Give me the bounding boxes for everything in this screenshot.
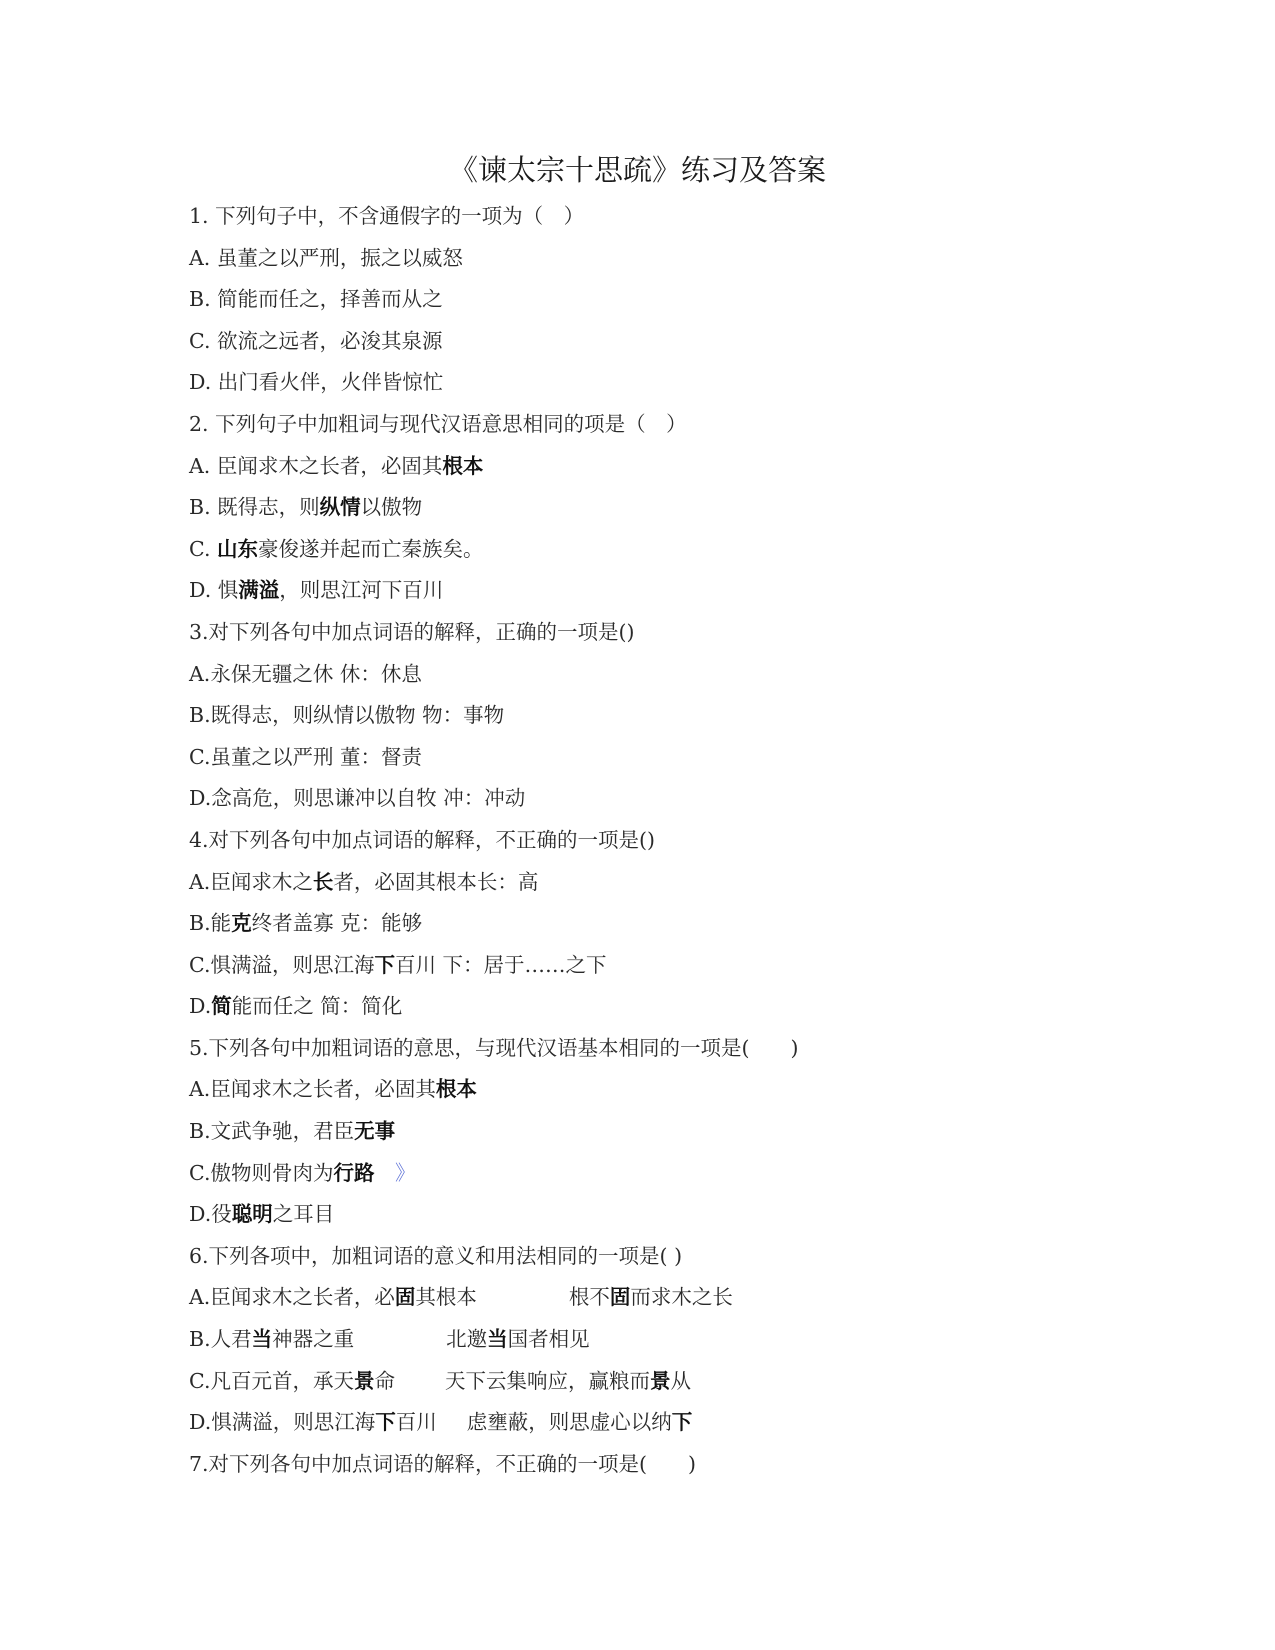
text-line <box>189 487 1189 529</box>
line-text: 豪俊遂并起而亡秦族矣。 <box>258 536 484 561</box>
text-line <box>189 1444 1189 1486</box>
text-line <box>189 654 1189 696</box>
line-text: 1. 下列句子中，不含通假字的一项为（ ） <box>189 204 585 228</box>
line-text: 百川 <box>395 1410 437 1435</box>
bold-term: 固 <box>609 1285 631 1310</box>
text-line <box>189 737 1189 779</box>
bold-term: 行路 <box>333 1160 375 1185</box>
line-text: 北邀 <box>446 1327 488 1352</box>
bold-term: 当 <box>251 1327 273 1352</box>
bold-term: 山东 <box>217 536 258 561</box>
text-line <box>189 1028 1189 1070</box>
line-text: A.永保无疆之休 休：休息 <box>189 661 422 686</box>
line-text: B.人君 <box>189 1327 252 1352</box>
text-line <box>189 1277 1189 1319</box>
question-list <box>189 196 1189 1485</box>
bold-term: 固 <box>394 1285 416 1310</box>
line-text <box>374 1161 395 1185</box>
text-line <box>189 404 1189 446</box>
line-text: C. 欲流之远者，必浚其泉源 <box>189 328 443 353</box>
line-text: 2. 下列句子中加粗词与现代汉语意思相同的项是（ ） <box>189 411 687 436</box>
bold-term: 下 <box>374 952 395 977</box>
line-text: A.臣闻求木之 <box>189 869 313 894</box>
bold-term: 克 <box>231 911 252 936</box>
line-text: 5.下列各句中加粗词语的意思，与现代汉语基本相同的一项是( ) <box>189 1035 799 1060</box>
bold-term: 纵情 <box>319 495 361 520</box>
text-line <box>189 238 1189 280</box>
text-line <box>189 196 1189 238</box>
line-text: C. <box>189 536 217 561</box>
bold-term: 景 <box>353 1368 375 1393</box>
bold-term: 根本 <box>435 1077 477 1102</box>
line-text: 根不 <box>568 1285 610 1310</box>
text-line <box>189 778 1189 820</box>
text-line <box>189 1361 1189 1403</box>
bold-term: 下 <box>375 1410 396 1435</box>
text-line <box>189 279 1189 321</box>
text-line <box>189 1153 1189 1195</box>
line-text: 3.对下列各句中加点词语的解释，正确的一项是() <box>189 619 635 644</box>
bold-term: 聪明 <box>231 1202 273 1227</box>
text-line <box>189 529 1189 571</box>
bold-term: 当 <box>487 1327 508 1352</box>
text-line <box>189 446 1189 488</box>
bold-term: 满溢 <box>238 578 280 603</box>
bold-term: 下 <box>671 1410 693 1435</box>
text-line <box>189 1319 1189 1361</box>
line-text: A. 虽董之以严刑，振之以威怒 <box>189 245 463 270</box>
line-text: B. 既得志，则 <box>189 495 320 520</box>
text-line <box>189 1236 1189 1278</box>
line-text: 天下云集响应，赢粮而 <box>444 1368 650 1393</box>
text-line <box>189 903 1189 945</box>
line-text: D. <box>189 994 212 1019</box>
text-line <box>189 986 1189 1028</box>
line-text: A.臣闻求木之长者，必固其 <box>189 1077 436 1102</box>
text-line <box>189 945 1189 987</box>
line-text: 以傲物 <box>360 495 423 520</box>
line-text: 百川 下：居于……之下 <box>394 952 607 977</box>
text-line <box>189 362 1189 404</box>
line-text: 能而任之 简：简化 <box>231 994 403 1019</box>
text-line <box>189 695 1189 737</box>
line-text: 之耳目 <box>272 1202 335 1227</box>
line-text: D.惧满溢，则思江海 <box>189 1410 376 1435</box>
line-text: A.臣闻求木之长者，必 <box>189 1285 395 1310</box>
text-line <box>189 862 1189 904</box>
line-text: 虑壅蔽，则思虚心以纳 <box>466 1410 672 1435</box>
line-text: A. 臣闻求木之长者，必固其 <box>189 453 443 478</box>
text-line <box>189 612 1189 654</box>
line-text: D. 出门看火伴，火伴皆惊忙 <box>189 370 444 395</box>
line-text: 国者相见 <box>507 1327 590 1352</box>
line-text: B.既得志，则纵情以傲物 物：事物 <box>189 703 505 728</box>
line-text: 者，必固其根本长：高 <box>333 869 539 894</box>
text-line <box>189 321 1189 363</box>
text-line <box>189 570 1189 612</box>
bold-term: 长 <box>312 869 334 894</box>
line-text: B. 简能而任之，择善而从之 <box>189 287 443 312</box>
bold-term: 景 <box>649 1368 671 1393</box>
line-text: 6.下列各项中，加粗词语的意义和用法相同的一项是( ) <box>189 1243 683 1268</box>
line-text: 神器之重 <box>272 1327 355 1352</box>
bold-term: 根本 <box>442 453 484 478</box>
line-text: C.傲物则骨肉为 <box>189 1160 334 1185</box>
line-text: 7.对下列各句中加点词语的解释，不正确的一项是( ) <box>189 1451 697 1476</box>
line-text: 命 <box>374 1368 395 1393</box>
bold-term: 简 <box>211 994 232 1019</box>
text-line <box>189 1111 1189 1153</box>
line-text: 而求木之长 <box>630 1285 733 1310</box>
line-text: 其根本 <box>415 1285 477 1310</box>
page-title: 《谏太宗十思疏》练习及答案 <box>448 153 826 187</box>
text-line <box>189 820 1189 862</box>
text-line <box>189 1194 1189 1236</box>
line-text: C.凡百元首，承天 <box>189 1368 354 1393</box>
text-line <box>189 1402 1189 1444</box>
line-text: ，则思江河下百川 <box>279 578 444 603</box>
line-text: 4.对下列各句中加点词语的解释，不正确的一项是() <box>189 827 656 852</box>
line-text: D.念高危，则思谦冲以自牧 冲：冲动 <box>189 786 526 811</box>
text-line <box>189 1069 1189 1111</box>
bold-term: 无事 <box>354 1119 396 1144</box>
line-text: B.能 <box>189 911 232 936</box>
line-text: 终者盖寡 克：能够 <box>251 911 423 936</box>
annotation-mark: 》 <box>394 1160 416 1185</box>
line-text: D. 惧 <box>189 578 239 603</box>
line-text: C.虽董之以严刑 董：督责 <box>189 744 422 769</box>
line-text: 从 <box>670 1368 691 1393</box>
line-text: C.惧满溢，则思江海 <box>189 952 375 977</box>
line-text: D.役 <box>189 1202 232 1227</box>
line-text: B.文武争驰，君臣 <box>189 1119 355 1144</box>
